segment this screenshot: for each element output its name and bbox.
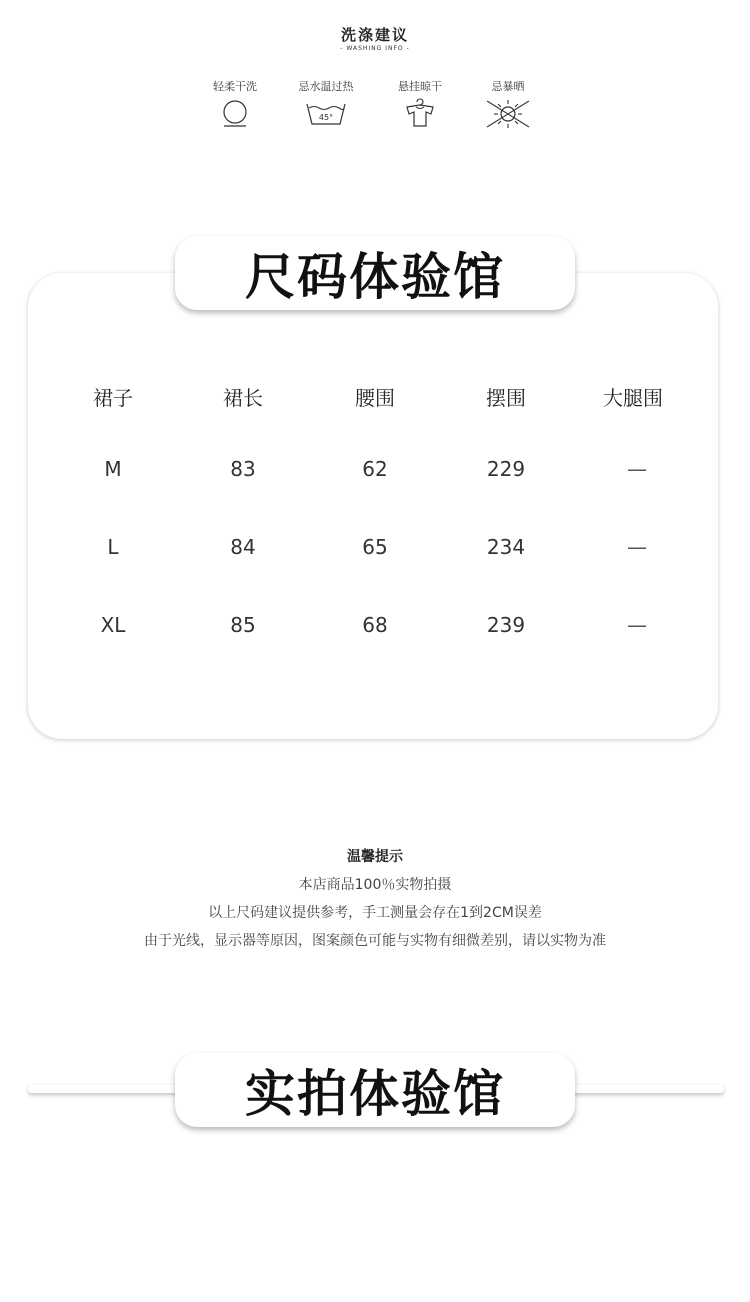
wash-item-hang-dry xyxy=(370,78,470,128)
table-cell-waist: 65 xyxy=(362,535,388,559)
photo-section-title: 实拍体验馆 xyxy=(175,1053,575,1127)
wash-item-dry-clean xyxy=(185,78,285,128)
table-cell-thigh: — xyxy=(627,457,647,481)
table-cell-hem: 229 xyxy=(486,457,526,481)
no-sun-icon xyxy=(484,98,532,130)
washing-subtitle: - WASHING INFO - xyxy=(340,45,410,52)
table-cell-thigh: — xyxy=(627,613,647,637)
header-length: 裙长 xyxy=(223,386,263,410)
tips-line: 由于光线，显示器等原因，图案颜色可能与实物有细微差别，请以实物为准 xyxy=(144,933,606,949)
header-skirt: 裙子 xyxy=(93,386,133,410)
header-thigh: 大腿围 xyxy=(603,386,663,410)
wash-label: 忌水温过热 xyxy=(298,80,354,93)
tips-line: 以上尺码建议提供参考，手工测量会存在1到2CM误差 xyxy=(208,905,542,921)
wash-label: 悬挂晾干 xyxy=(398,80,442,93)
wash-45-icon xyxy=(305,98,347,128)
dry-clean-icon xyxy=(220,98,250,128)
table-cell-size: L xyxy=(107,535,119,559)
wash-item-wash-temp xyxy=(276,78,376,128)
table-cell-thigh: — xyxy=(627,535,647,559)
table-cell-length: 84 xyxy=(230,535,256,559)
table-cell-waist: 68 xyxy=(362,613,388,637)
header-waist: 腰围 xyxy=(355,386,395,410)
size-table-card xyxy=(28,273,718,739)
wash-item-no-sun xyxy=(458,78,558,130)
table-cell-hem: 239 xyxy=(486,613,526,637)
wash-label: 轻柔干洗 xyxy=(213,80,257,93)
hang-dry-icon xyxy=(404,98,436,128)
tips-line: 本店商品100％实物拍摄 xyxy=(298,877,452,893)
wash-label: 忌暴晒 xyxy=(491,80,525,93)
table-cell-waist: 62 xyxy=(362,457,388,481)
wash-temp-text: 45° xyxy=(318,113,334,122)
table-cell-length: 83 xyxy=(230,457,256,481)
table-cell-size: M xyxy=(104,457,122,481)
table-cell-length: 85 xyxy=(230,613,256,637)
size-section-title: 尺码体验馆 xyxy=(175,236,575,310)
washing-title: 洗涤建议 xyxy=(340,26,409,44)
tips-title: 温馨提示 xyxy=(347,849,403,865)
table-cell-size: XL xyxy=(100,613,126,637)
table-cell-hem: 234 xyxy=(486,535,526,559)
header-hem: 摆围 xyxy=(486,386,526,410)
